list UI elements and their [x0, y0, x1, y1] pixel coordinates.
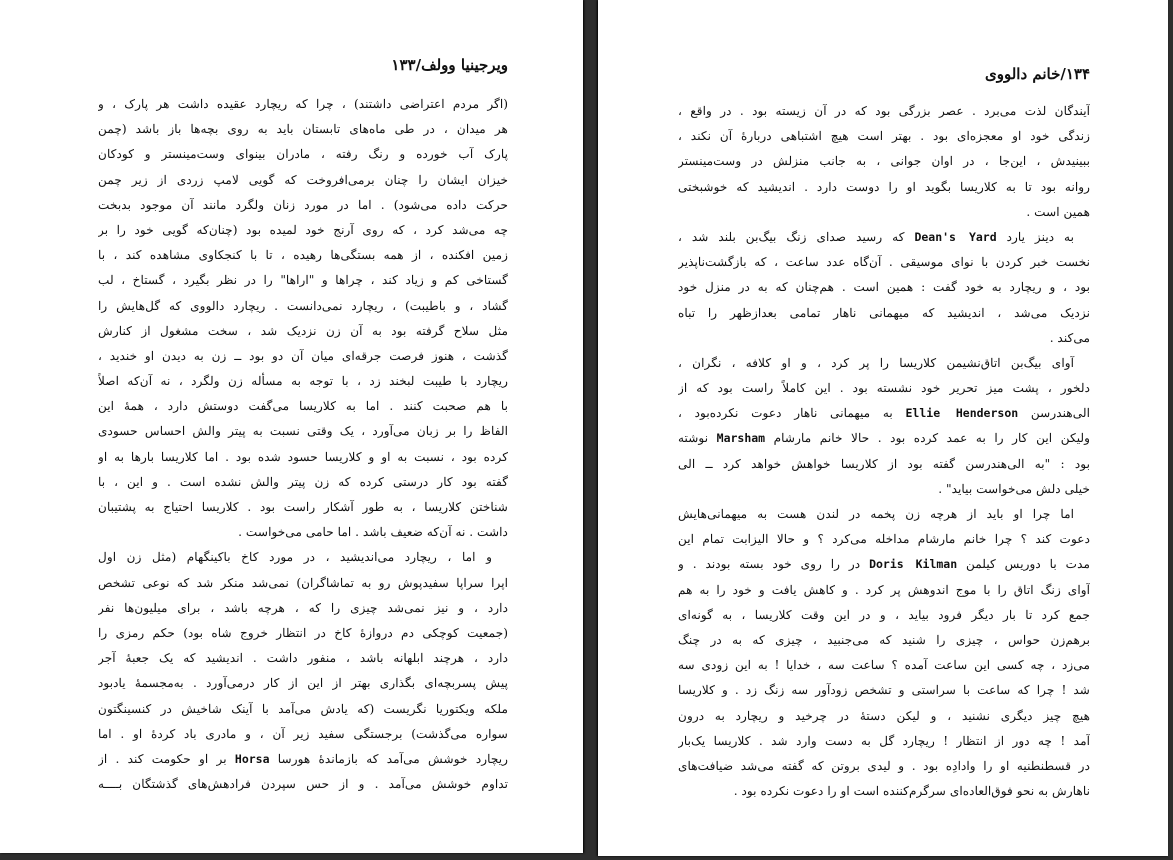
right-page-body: [678, 99, 1090, 804]
text-line: پیش پسربچه‌ای بگذاری بهتر از این از کار درمی‌آورد . به‌مجسمهٔ یادبود: [98, 676, 508, 691]
text-line: دارد ، و نیز نمی‌شد چیزی را که ، هرچه باشد ، برای میلیون‌ها نفر: [98, 600, 508, 615]
text-line: الی‌هندرسن Ellie Henderson به میهمانی ناهار دعوت نکرده‌بود ،: [678, 406, 1090, 421]
text-line: ولیکن این کار را به عمد کرده بود . حالا خانم مارشام Marsham نوشته: [678, 431, 1090, 446]
text-line: ملکه ویکتوریا نگریست (که یادش می‌آمد با آینک شاخیش در کنسینگتون: [98, 701, 508, 716]
text-line: گستاخی کم و زیاد کند ، چراها و "اراها" را در نظر بگیرد ، گستاخ ، لب: [98, 273, 508, 288]
text-line: خیلی دلش می‌خواست بیاید" .: [938, 481, 1090, 496]
text-line: به دینز یارد Dean's Yard که رسید صدای زنگ بیگ‌بن بلند شد ،: [678, 229, 1074, 244]
text-line: ریچارد با طیبت لبخند زد ، با توجه به مسأله زن ولگرد ، نه آن‌که اصلاً: [98, 374, 508, 389]
latin-word: Ellie Henderson: [905, 406, 1019, 421]
right-page-header: ۱۳۴/خانم دالووی: [984, 65, 1090, 83]
text-line: گشاد ، و باطیبت) ، ریچارد نمی‌دانست . ریچارد دالووی که گل‌هایش را: [98, 298, 508, 313]
right-page: [598, 0, 1168, 856]
latin-word: Horsa: [234, 751, 270, 766]
text-line: با هم صحبت کنند . اما به کلاریسا می‌گفت دوستش دارد ، همهٔ این: [98, 399, 508, 414]
text-line: دلخور ، پشت میز تحریر خود نشسته بود . این کاملاً راست بود که از: [678, 381, 1090, 396]
text-line: می‌کند .: [1049, 330, 1090, 345]
text-line: آوای زنگ اتاق را با موج اندوهش پر کرد . و کاهش یافت و خود را به هم: [678, 582, 1090, 597]
text-line: حرکت داده می‌شود) . اما در مورد زنان ولگرد مانند آن موجود بدبخت: [98, 197, 508, 212]
text-line: مدت با دوریس کیلمن Doris Kilman در را روی خود بسته بودند . و: [678, 557, 1090, 572]
text-line: و اما ، ریچارد می‌اندیشید ، در مورد کاخ باکینگهام (مثل زن اول: [98, 550, 492, 565]
text-line: بود ، و ریچارد به خود گفت : همین است . هم‌چنان که به در منزل خود: [678, 280, 1090, 295]
left-page-body: [98, 92, 508, 797]
text-line: گذشت ، هنوز فرصت جرقه‌ای میان آن دو بود ــ زن به دیدن او خندید ،: [98, 348, 508, 363]
text-line: می‌زد ، چه کسی این ساعت آمده ؟ ساعت سه ، خدایا ! به این زودی سه: [678, 658, 1090, 673]
text-line: چه می‌شد کرد ، که روی آرنج خود لمیده بود (چنان‌که گویی خود را بر: [98, 222, 508, 237]
text-line: سواره می‌گذشت) برجستگی سفید زیر آن ، و مادری باد کردهٔ او . اما: [98, 726, 508, 741]
text-line: دعوت کند ؟ چرا خانم مارشام مداخله می‌کرد ؟ و حالا الیزابت تمام این: [678, 532, 1090, 547]
text-line: ببینیدش ، این‌جا ، در اوان جوانی ، به جانب منزلش در وست‌مینستر: [678, 154, 1090, 169]
text-line: آیندگان لذت می‌برد . عصر بزرگی بود که در آن زیسته بود . در واقع ،: [678, 104, 1090, 118]
text-line: هیچ چیز دیگری نشنید ، و لیکن دستهٔ در چرخید و ریچارد به درون: [678, 708, 1090, 723]
text-line: پارک آب خورده و رنگ رفته ، مادران بینوای وست‌مینستر و کودکان: [98, 147, 508, 162]
text-line: دارد ، هرچند ابلهانه باشد ، منفور داشت . اندیشید که یک جعبهٔ آجر: [98, 651, 508, 666]
latin-word: Marsham: [716, 431, 766, 446]
text-line: زمین افکنده ، از همه بستگی‌ها رهیده ، تا با کنجکاوی مشاهده کند ، با: [98, 248, 508, 263]
text-line: مثل سلاح گرفته بود به آن زن نزدیک شد ، سخت مشغول از کنارش: [98, 323, 508, 338]
text-line: (اگر مردم اعتراضی داشتند) ، چرا که ریچارد عقیده داشت هر پارک ، و: [98, 97, 508, 111]
text-line: روانه بود تا به کلاریسا بگوید او را دوست دارد . اندیشید که خوشبختی: [678, 179, 1090, 194]
text-line: آوای بیگ‌بن اتاق‌نشیمن کلاریسا را پر کرد ، و او کلافه ، نگران ،: [678, 355, 1074, 370]
left-page: [0, 0, 583, 853]
text-line: کرده بود ، نسبت به او و کلاریسا حسود شده بود . اما کلاریسا بارها به او: [98, 449, 508, 464]
text-line: برهم‌زن حواس ، چیزی را شنید که می‌جنبید ، چیزی که به در چنگ: [678, 632, 1090, 647]
text-line: اپرا سراپا سفیدپوش رو به تماشاگران) نمی‌شد منکر شد که نوعی تشخص: [98, 575, 508, 590]
text-line: (جمعیت کوچکی دم دروازهٔ کاخ در انتظار خروج شاه بود) حکم رمزی را: [98, 625, 508, 640]
left-page-header: ویرجینیا وولف/۱۳۳: [391, 56, 508, 74]
text-line: خیزان ایشان را چنان برمی‌افروخت که گویی لامپ زردی از زیر چمن: [98, 172, 508, 187]
text-line: ناهارش به نحو فوق‌العاده‌ای سرگرم‌کننده است او را دعوت نکرده بود .: [733, 784, 1090, 799]
text-line: زندگی خود او معجزه‌ای بود . بهتر است هیچ اشتباهی دربارهٔ آن نکند ،: [678, 129, 1090, 144]
text-line: اما چرا او باید از هرچه زن پخمه در لندن هست به میهمانی‌هایش: [678, 507, 1074, 521]
text-line: گفته بود کار درستی کرده که زن پیتر والش نشده است . و این ، با: [98, 474, 508, 489]
latin-word: Dean's Yard: [914, 229, 997, 244]
text-line: جمع کرد تا بار دیگر فرود بیاید ، و در این وقت کلاریسا ، به گونه‌ای: [678, 607, 1090, 622]
text-line: شد ! چرا که ساعت با سراستی و تشخص زودآور سه زنگ زد . و کلاریسا: [678, 683, 1090, 698]
text-line: آمد ! چه دور از انتظار ! ریچارد گل به دست وارد شد . کلاریسا یک‌بار: [678, 733, 1090, 748]
text-line: در قسطنطنیه او را وادادِه بود . و لیدی بروتن که گفته می‌شد ضیافت‌های: [678, 758, 1090, 773]
text-line: هر میدان ، در طی ماه‌های تابستان باید به روی بچه‌ها باز باشد (چمن: [98, 122, 508, 137]
text-line: همین است .: [1026, 204, 1090, 219]
text-line: داشت . نه آن‌که ضعیف باشد . اما حامی می‌خواست .: [238, 525, 508, 540]
text-line: نخست خبر کردن با نوای موسیقی . آن‌گاه عدد ساعت ، که بازگشت‌ناپذیر: [678, 255, 1090, 270]
text-line: نزدیک می‌شد ، اندیشید که میهمانی ناهار تمامی بعدازظهر را تباه: [678, 305, 1090, 320]
text-line: بود : "به الی‌هندرسن گفته بود از کلاریسا خواهش خواهد کرد ــ الی: [678, 456, 1090, 471]
text-line: تداوم خوشش می‌آمد . و از حس سپردن فرادهش‌های گذشتگان بــــه: [98, 777, 508, 792]
latin-word: Doris Kilman: [869, 557, 958, 572]
text-line: الفاظ را بر زبان می‌آورد ، یک وقتی نسبت به پیتر والش احساس حسودی: [98, 424, 508, 439]
text-line: ریچارد خوشش می‌آمد که بازماندهٔ هورسا Horsa بر او حکومت کند . از: [98, 751, 508, 766]
text-line: شناختن کلاریسا ، به طور آشکار راست بود . کلاریسا احتیاج به پشتیبان: [98, 500, 508, 514]
